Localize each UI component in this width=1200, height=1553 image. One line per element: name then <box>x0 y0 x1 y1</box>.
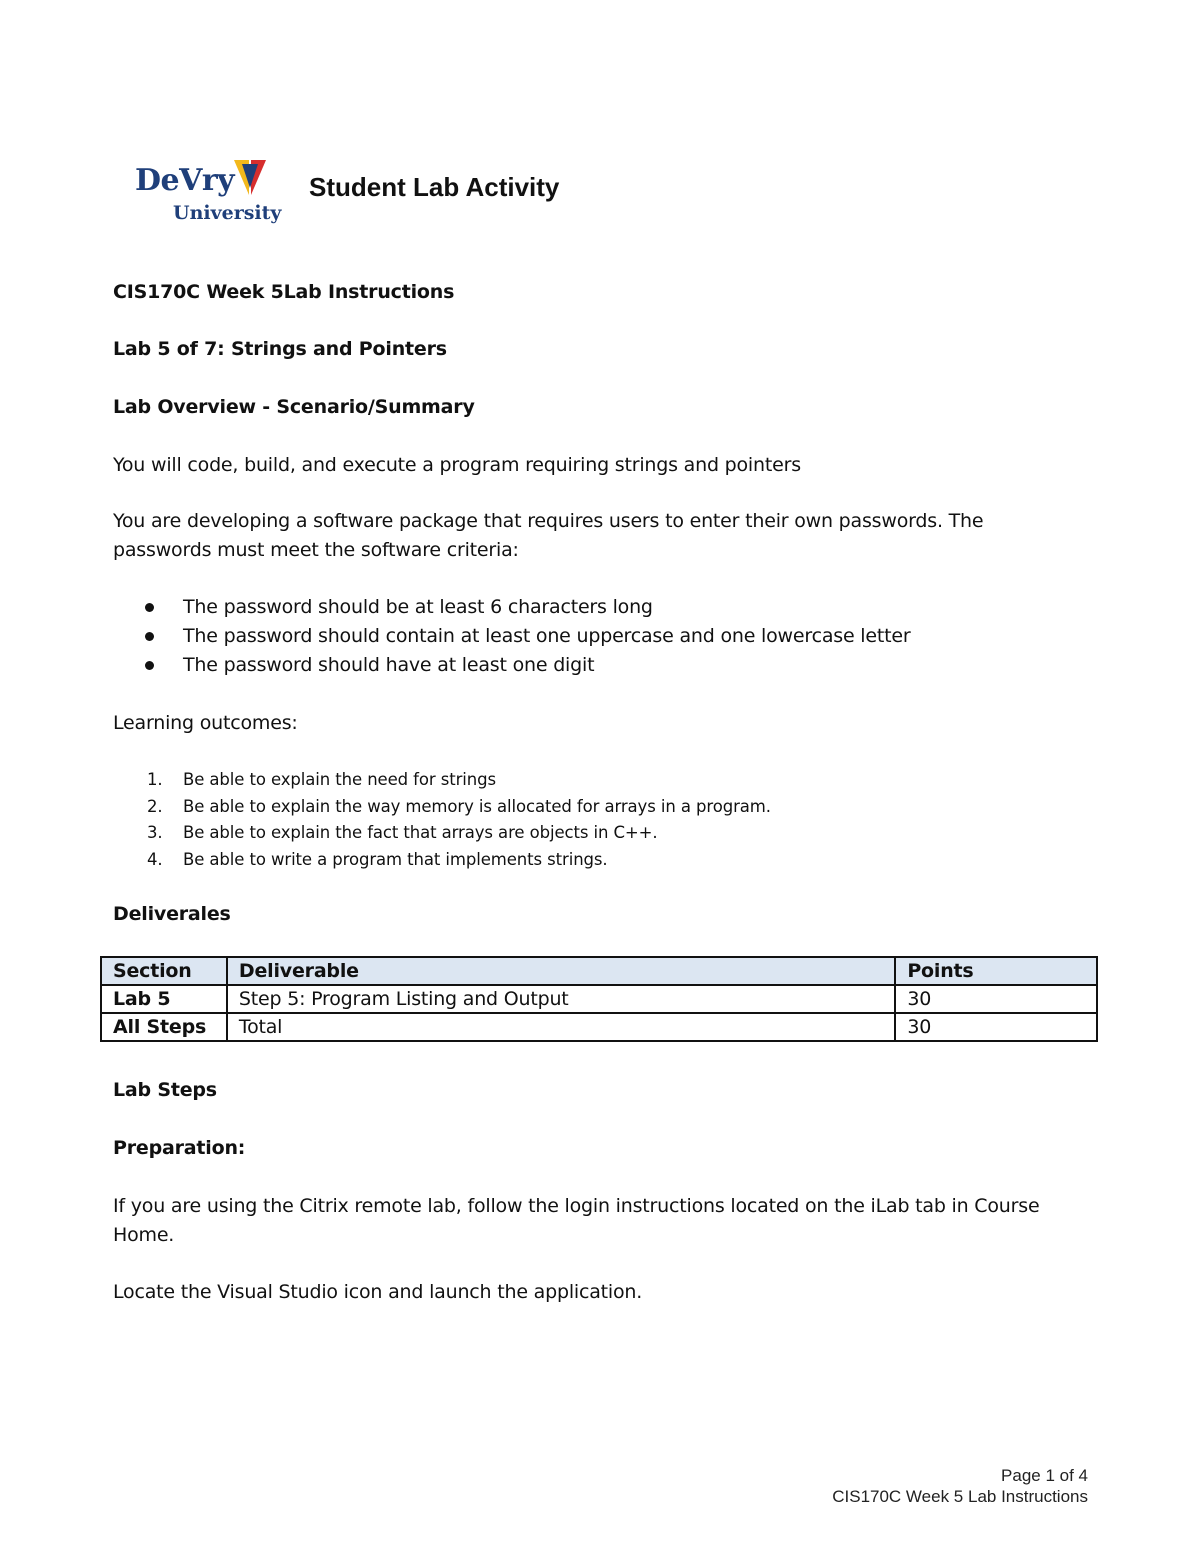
list-number: 2. <box>147 796 163 816</box>
table-row <box>101 985 1097 1013</box>
list-item <box>113 622 910 651</box>
table-row <box>101 1013 1097 1041</box>
list-item <box>113 794 771 821</box>
outcomes-list <box>113 767 771 873</box>
list-item <box>113 593 910 622</box>
page-title: Student Lab Activity <box>309 172 560 202</box>
list-number: 1. <box>147 770 163 789</box>
bullet-icon <box>145 632 154 641</box>
table-header-row <box>101 957 1097 985</box>
logo-subtitle: University <box>173 202 282 224</box>
column-header: Points <box>895 957 1097 985</box>
list-item <box>113 767 771 794</box>
citrix-text-line-2: Home. <box>113 1224 175 1246</box>
steps-heading: Lab Steps <box>113 1079 217 1101</box>
page-number: Page 1 of 4 <box>1001 1466 1088 1485</box>
outcome-text: Be able to write a program that implements strings. <box>183 849 608 869</box>
table-cell: 30 <box>895 1013 1097 1041</box>
shield-icon <box>232 158 268 198</box>
page-footer <box>832 1465 1088 1507</box>
outcome-text: Be able to explain the fact that arrays are objects in C++. <box>183 823 658 842</box>
outcome-text: Be able to explain the need for strings <box>183 770 496 789</box>
scenario-text-line-1: You are developing a software package that requires users to enter their own passwords. The <box>113 510 984 532</box>
column-header: Deliverable <box>227 957 895 985</box>
table-cell: Lab 5 <box>101 985 227 1013</box>
devry-logo <box>135 158 285 230</box>
bullet-icon <box>145 603 154 612</box>
citrix-text-line-1: If you are using the Citrix remote lab, follow the login instructions located on the iLab tab in Course <box>113 1195 1040 1217</box>
lab-heading: Lab 5 of 7: Strings and Pointers <box>113 338 447 360</box>
preparation-heading: Preparation: <box>113 1137 246 1159</box>
outcome-text: Be able to explain the way memory is allocated for arrays in a program. <box>183 796 771 816</box>
overview-text: You will code, build, and execute a program requiring strings and pointers <box>113 454 801 476</box>
list-item <box>113 820 771 847</box>
bullet-icon <box>145 661 154 670</box>
deliverables-table <box>100 956 1098 1042</box>
table-cell: All Steps <box>101 1013 227 1041</box>
logo-wordmark: DeVry <box>135 163 235 198</box>
deliverables-heading: Deliverales <box>113 903 231 925</box>
list-item <box>113 651 910 680</box>
criteria-text: The password should be at least 6 characters long <box>183 596 653 618</box>
criteria-text: The password should have at least one digit <box>183 654 595 676</box>
overview-heading: Lab Overview - Scenario/Summary <box>113 396 475 418</box>
course-heading: CIS170C Week 5Lab Instructions <box>113 281 455 303</box>
locate-text: Locate the Visual Studio icon and launch the application. <box>113 1281 643 1303</box>
criteria-list <box>113 593 910 680</box>
list-number: 3. <box>147 823 163 842</box>
table-cell: Step 5: Program Listing and Output <box>227 985 895 1013</box>
scenario-text-line-2: passwords must meet the software criteria: <box>113 539 519 561</box>
list-number: 4. <box>147 849 163 869</box>
footer-doc-title: CIS170C Week 5 Lab Instructions <box>832 1487 1088 1506</box>
column-header: Section <box>101 957 227 985</box>
criteria-text: The password should contain at least one uppercase and one lowercase letter <box>183 625 911 647</box>
outcomes-heading: Learning outcomes: <box>113 712 298 734</box>
list-item <box>113 847 771 874</box>
table-cell: 30 <box>895 985 1097 1013</box>
table-cell: Total <box>227 1013 895 1041</box>
